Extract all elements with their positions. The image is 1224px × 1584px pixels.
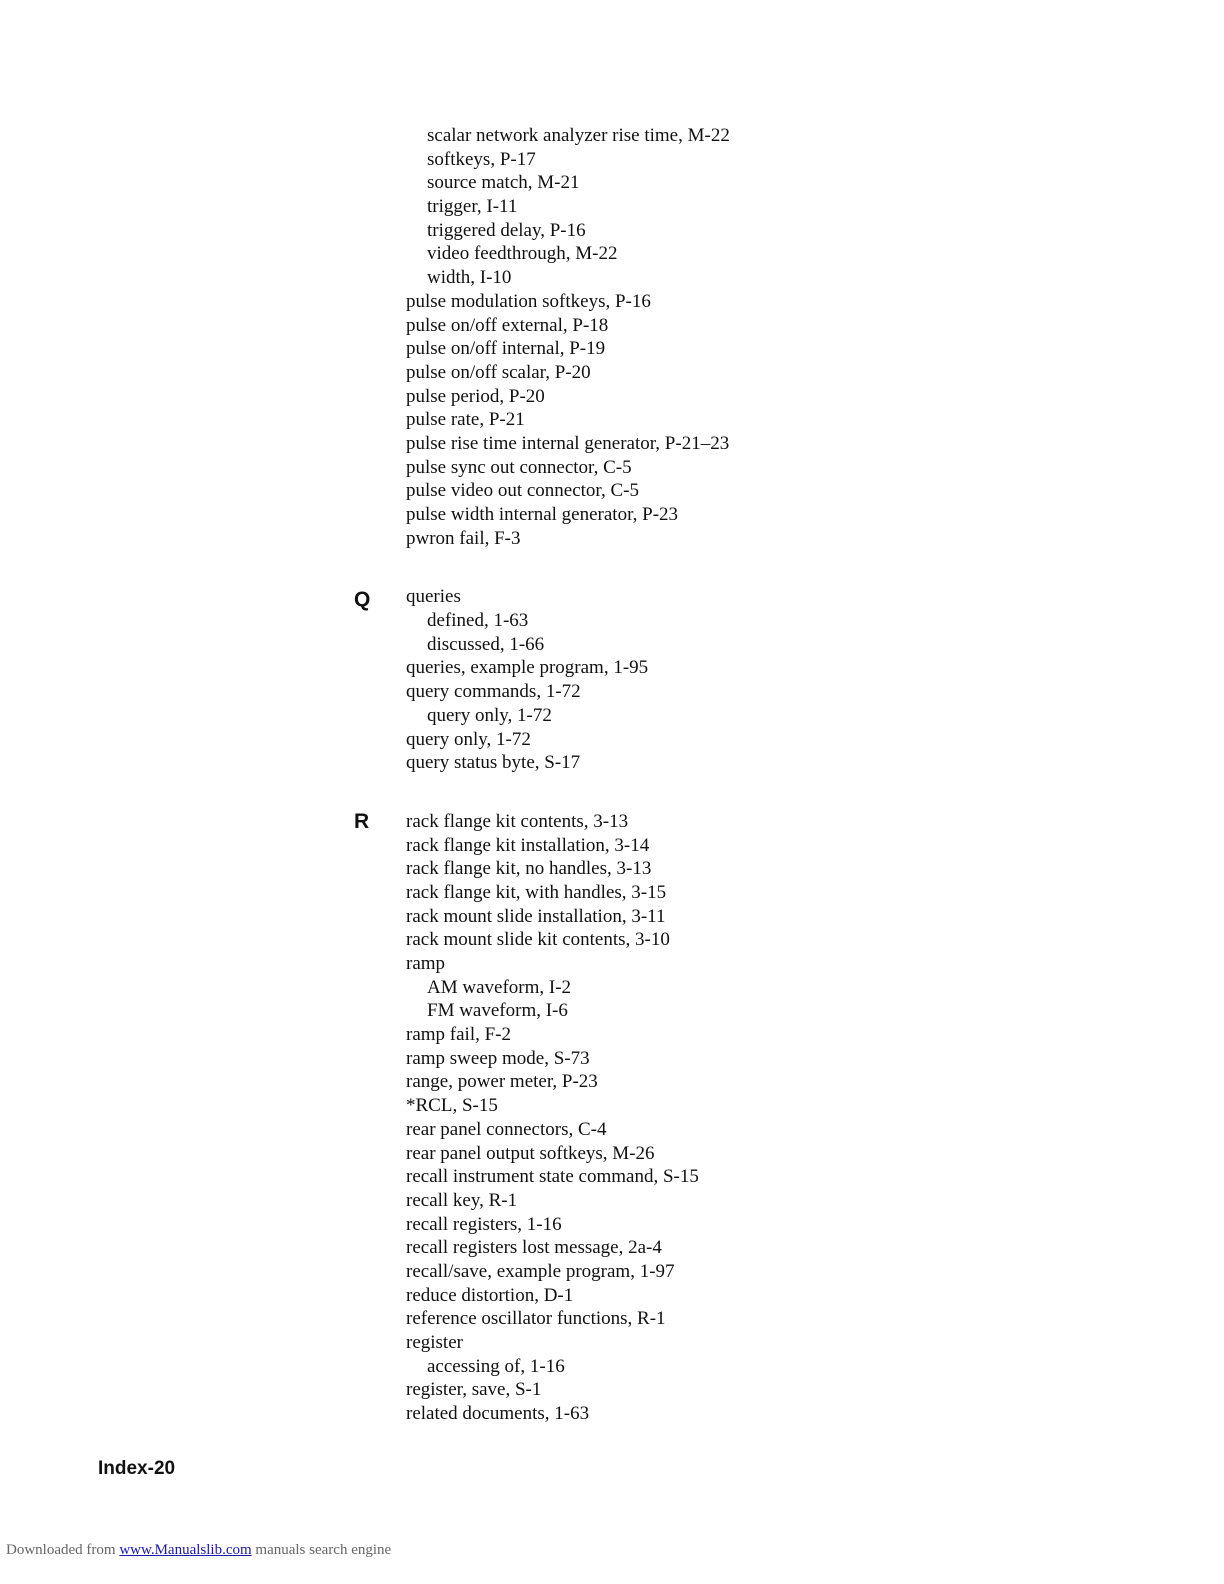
index-entries	[406, 124, 966, 1426]
section-gap	[406, 775, 966, 810]
index-entry: rack flange kit installation, 3-14	[406, 834, 650, 856]
index-entry: rear panel connectors, C-4	[406, 1118, 607, 1140]
section-gap	[406, 550, 966, 585]
index-entry: register, save, S-1	[406, 1379, 542, 1401]
manualslib-link[interactable]: www.Manualslib.com	[119, 1542, 252, 1558]
index-entry: related documents, 1-63	[406, 1403, 590, 1425]
index-entry: pulse period, P-20	[406, 385, 545, 407]
index-entry: reduce distortion, D-1	[406, 1284, 574, 1306]
index-list-q	[406, 585, 966, 775]
index-entry: rack flange kit, no handles, 3-13	[406, 858, 652, 880]
index-entry: pulse width internal generator, P-23	[406, 504, 679, 525]
index-entry: pulse rate, P-21	[406, 409, 525, 431]
index-entry: ramp fail, F-2	[406, 1024, 512, 1046]
index-entry: recall/save, example program, 1-97	[406, 1260, 675, 1282]
index-subentry: FM waveform, I-6	[427, 1000, 568, 1022]
index-subentry: AM waveform, I-2	[427, 976, 572, 998]
index-subentry: discussed, 1-66	[427, 633, 545, 655]
index-entry: query status byte, S-17	[406, 752, 581, 774]
index-entry: ramp sweep mode, S-73	[406, 1047, 590, 1069]
index-entry: pwron fail, F-3	[406, 527, 521, 549]
index-subentry: accessing of, 1-16	[427, 1355, 565, 1377]
index-entry: reference oscillator functions, R-1	[406, 1308, 666, 1330]
index-subentry: scalar network analyzer rise time, M-22	[427, 125, 730, 146]
index-entry: pulse rise time internal generator, P-21–23	[406, 432, 730, 454]
index-entry: query commands, 1-72	[406, 681, 581, 703]
index-entry: range, power meter, P-23	[406, 1071, 598, 1093]
index-subentry: width, I-10	[427, 267, 512, 289]
index-subentry: source match, M-21	[427, 172, 580, 194]
index-entry: recall instrument state command, S-15	[406, 1166, 699, 1188]
index-entry: pulse modulation softkeys, P-16	[406, 290, 651, 312]
download-footer	[6, 1542, 391, 1559]
index-entry: pulse on/off external, P-18	[406, 314, 609, 336]
index-subentry: video feedthrough, M-22	[427, 243, 618, 265]
index-subentry: triggered delay, P-16	[427, 219, 586, 241]
index-entry: queries	[406, 586, 461, 608]
index-entry: register	[406, 1332, 463, 1353]
index-entry: rack flange kit, with handles, 3-15	[406, 881, 667, 903]
index-entry: pulse sync out connector, C-5	[406, 456, 632, 478]
section-letter-q: Q	[354, 588, 371, 611]
index-entry: pulse on/off internal, P-19	[406, 338, 606, 360]
footer-suffix: manuals search engine	[255, 1542, 392, 1558]
index-entry: query only, 1-72	[406, 728, 531, 750]
index-list-r	[406, 810, 966, 1426]
index-entry: *RCL, S-15	[406, 1095, 498, 1117]
index-entry: pulse video out connector, C-5	[406, 480, 639, 502]
index-entry: rack mount slide kit contents, 3-10	[406, 929, 670, 951]
index-entry: queries, example program, 1-95	[406, 657, 649, 679]
index-entry: recall registers, 1-16	[406, 1213, 562, 1235]
index-subentry: trigger, I-11	[427, 196, 518, 218]
index-entry: rack mount slide installation, 3-11	[406, 905, 666, 927]
index-subentry: query only, 1-72	[427, 704, 552, 726]
index-entry: ramp	[406, 953, 446, 974]
index-list-p-continued	[406, 124, 966, 550]
index-entry: pulse on/off scalar, P-20	[406, 361, 591, 383]
section-letter-r: R	[354, 810, 370, 833]
index-entry: rack flange kit contents, 3-13	[406, 810, 629, 832]
index-subentry: defined, 1-63	[427, 610, 529, 632]
index-entry: recall key, R-1	[406, 1189, 518, 1211]
index-entry: rear panel output softkeys, M-26	[406, 1142, 655, 1164]
index-subentry: softkeys, P-17	[427, 148, 536, 170]
page-number: Index-20	[98, 1458, 176, 1479]
index-entry: recall registers lost message, 2a-4	[406, 1237, 662, 1259]
footer-prefix: Downloaded from	[6, 1542, 116, 1558]
